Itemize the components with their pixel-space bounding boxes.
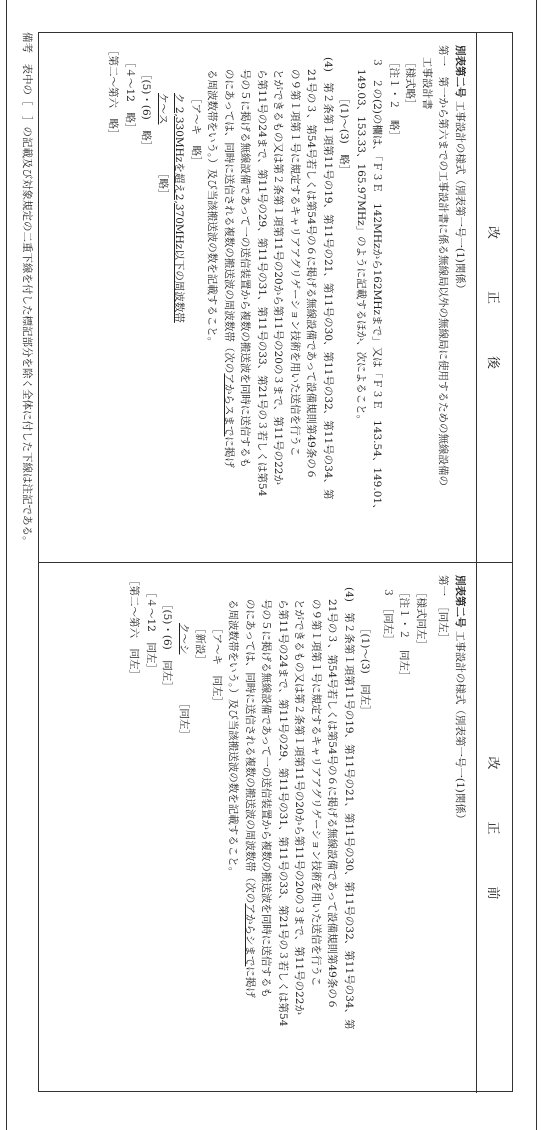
item-text: 2,330MHzを超え2,370MHz以下の周波数帯 [173,106,186,323]
text-line: ［様式同左］ [415,587,427,650]
text-line: (4) 第２条第１項第11号の19、第11号の21、第11号の30、第11号の32、第11号の34、第 [343,587,355,1030]
text-line: ［４～12 略］ [124,57,136,134]
text-line: とができるもの又は第２条第１項第11号の20から第11号の20の３まで、第11号の22か [293,599,306,1015]
text-line: (4) 第２条第１項第11号の19、第11号の21、第11号の30、第11号の32、第11号の34、第 [322,57,334,500]
comparison-table [38,32,513,1092]
bottom-rule [6,0,7,1130]
text-segment: に掲げ [244,966,256,998]
text-line: 第一 第一から第六までの工事設計書に係る無線局以外の無線局に使用するための無線設備の [437,45,450,486]
text-line: ［新設］ [194,623,207,665]
underlined-segment: アからシまで [244,903,256,967]
text-line: 工事設計書 [421,57,433,110]
text-segment: に掲げ [223,436,235,468]
text-line: ［様式略］ [404,57,417,110]
title-line [452,45,469,552]
column-after-amendment [39,33,512,563]
text-line: ［４～12 同左］ [145,587,157,674]
text-line: ［ア～キ 略］ [190,93,202,167]
column-body-after [97,33,476,562]
text-line: る周波数帯をいう。）及び当該搬送波の数を記載すること。 [227,599,240,878]
text-line: ［(1)～(3) 略］ [338,93,351,176]
column-header-after: 改正後 [476,33,512,562]
text-line: 21号の３、第54号若しくは第54号の６に掲げる無線設備であって設備規則第49条の６ [305,69,318,480]
column-header-before: 改正前 [476,563,512,1093]
text-line: ３ ２の(2)の欄は、「Ｆ３Ｅ 142MHzから162MHzまで」又は「Ｆ３Ｅ 143.54、149.01、 [371,57,384,515]
text-line: 号の５に掲げる無線設備であって一の送信装置から複数の搬送波を同時に送信するも [239,69,252,468]
text-segment: のにあっては、同時に送信される複数の搬送波の周波数帯（次の [244,599,256,904]
column-before-amendment [39,563,512,1093]
text-line [221,45,238,552]
item-text: ［同左］ [178,697,190,740]
text-line: ら第11号の24まで、第11号の29、第11号の31、第11号の33、第21号の３若しくは第54 [256,69,268,497]
text-line: ［ア～キ 同左］ [211,623,223,707]
title-text: 工事設計の様式（別表第一号一(1)関係） [454,100,466,295]
spacer [429,575,435,1083]
text-line: 21号の３、第54号若しくは第54号の６に掲げる無線設備であって設備規則第49条の６ [326,599,339,1010]
title-line [452,575,469,1083]
text-line [155,45,172,552]
text-line: ［(5)・(6) 同左］ [161,599,174,692]
text-line: ら第11号の24まで、第11号の29、第11号の31、第11号の33、第21号の３若しくは第54 [277,599,289,1027]
text-line: 号の５に掲げる無線設備であって一の送信装置から複数の搬送波を同時に送信するも [260,599,273,998]
text-line [176,575,193,1083]
text-line: とができるもの又は第２条第１項第11号の20から第11号の20の３まで、第11号の22か [272,69,285,485]
item-text: ［略］ [157,167,169,200]
text-line: の９第１項第１号に規定するキャリアアグリゲーション技術を用いた送信を行うこ [310,599,322,987]
text-line: ［注１・２ 略］ [388,57,400,141]
item-label: ク～シ [178,623,190,655]
text-line: ［第二～第六 同左］ [128,575,141,680]
text-line: ［(1)～(3) 同左］ [359,623,372,716]
text-line: の９第１項第１号に規定するキャリアアグリゲーション技術を用いた送信を行うこ [289,69,301,457]
text-line: ［(5)・(6) 略］ [140,69,153,152]
text-line: 149.03、153.33、165.97MHz」のように記載するほか、次によること。 [355,69,367,426]
text-line: ［注１・２ 同左］ [398,587,411,682]
text-segment: のにあっては、同時に送信される複数の搬送波の周波数帯（次の [223,69,235,374]
item-label: ク [173,93,186,104]
text-line: る周波数帯をいう。）及び当該搬送波の数を記載すること。 [206,69,219,348]
top-rule [536,0,537,1130]
item-label: ケ～ス [157,93,169,125]
column-body-before [118,563,476,1093]
title-text: 工事設計の様式（別表第一号一(1)関係） [454,630,466,825]
spacer [374,575,380,1083]
text-line: ［第二～第六 略］ [107,45,120,140]
text-line: ３ ［同左］ [382,587,394,645]
underlined-segment: アからスまで [223,373,235,437]
remark-note: 備考 表中の［ ］の記載及び対象規定の二重下線を付した標記部分を除く全体に付した下線は注記である。 [21,32,33,547]
title-label: 別表第二号 [454,575,466,628]
text-line: 第一 ［同左］ [437,575,450,644]
text-line [242,575,259,1083]
title-label: 別表第二号 [454,45,466,98]
text-line [171,45,188,552]
